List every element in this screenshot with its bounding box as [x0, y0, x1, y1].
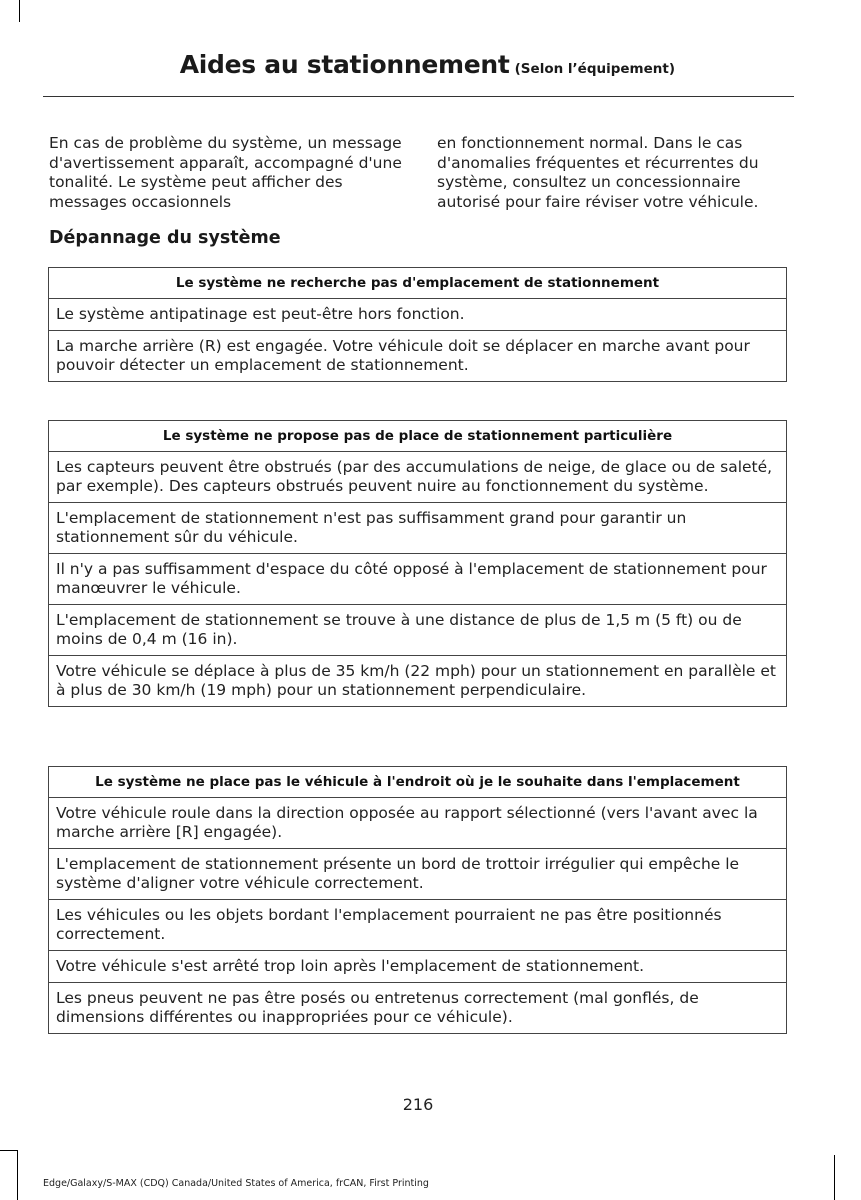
table-row: [49, 452, 787, 503]
troubleshooting-table-1: [48, 267, 787, 382]
table-row: [49, 299, 787, 331]
intro-paragraph-right: en fonctionnement normal. Dans le cas d'anomalies fréquentes et récurrentes du système, consultez un concessionnaire autorisé pour faire réviser votre véhicule.: [437, 134, 759, 211]
page-title: [180, 52, 675, 77]
table-row: [49, 900, 787, 951]
section-heading: Dépannage du système: [49, 228, 281, 248]
table-cell: L'emplacement de stationnement se trouve à une distance de plus de 1,5 m (5 ft) ou de moins de 0,4 m (16 in).: [49, 605, 787, 656]
crop-mark-top-left: [19, 0, 20, 22]
table-cell: Les véhicules ou les objets bordant l'emplacement pourraient ne pas être positionnés correctement.: [49, 900, 787, 951]
page-title-main: Aides au stationnement: [179, 50, 510, 79]
table-row: [49, 605, 787, 656]
table-cell: Il n'y a pas suffisamment d'espace du côté opposé à l'emplacement de stationnement pour manœuvrer le véhicule.: [49, 554, 787, 605]
table-cell: Les capteurs peuvent être obstrués (par des accumulations de neige, de glace ou de saleté, par exemple). Des capteurs obstrués peuvent nuire au fonctionnement du système.: [49, 452, 787, 503]
table-row: [49, 798, 787, 849]
header-divider: [43, 96, 794, 97]
intro-columns: [49, 134, 789, 212]
intro-paragraph-left: En cas de problème du système, un message d'avertissement apparaît, accompagné d'une tonalité. Le système peut afficher des messages occasionnels: [49, 134, 402, 211]
table-cell: L'emplacement de stationnement présente un bord de trottoir irrégulier qui empêche le système d'aligner votre véhicule correctement.: [49, 849, 787, 900]
table-row: [49, 951, 787, 983]
table-header-row: [49, 421, 787, 452]
table-header: Le système ne recherche pas d'emplacement de stationnement: [49, 268, 787, 299]
table-cell: Votre véhicule se déplace à plus de 35 km/h (22 mph) pour un stationnement en parallèle et à plus de 30 km/h (19 mph) pour un stationnement perpendiculaire.: [49, 656, 787, 707]
table-cell: L'emplacement de stationnement n'est pas suffisamment grand pour garantir un stationnement sûr du véhicule.: [49, 503, 787, 554]
troubleshooting-table-2: [48, 420, 787, 707]
crop-mark-bottom-left-vertical: [17, 1150, 18, 1200]
table-row: [49, 503, 787, 554]
page-title-qualifier: (Selon l’équipement): [514, 61, 675, 77]
table-row: [49, 849, 787, 900]
table-header: Le système ne place pas le véhicule à l'endroit où je le souhaite dans l'emplacement: [49, 767, 787, 798]
table-row: [49, 983, 787, 1034]
table-cell: Votre véhicule roule dans la direction opposée au rapport sélectionné (vers l'avant avec la marche arrière [R] engagée).: [49, 798, 787, 849]
crop-mark-bottom-right: [834, 1155, 835, 1200]
table-row: [49, 554, 787, 605]
table-cell: Votre véhicule s'est arrêté trop loin après l'emplacement de stationnement.: [49, 951, 787, 983]
table-row: [49, 331, 787, 382]
crop-mark-bottom-left-horizontal: [0, 1150, 17, 1151]
page-number: 216: [402, 1095, 434, 1114]
table-header-row: [49, 767, 787, 798]
footer-print-info: Edge/Galaxy/S-MAX (CDQ) Canada/United States of America, frCAN, First Printing: [43, 1178, 429, 1189]
table-row: [49, 656, 787, 707]
table-cell: Le système antipatinage est peut-être hors fonction.: [49, 299, 787, 331]
table-header: Le système ne propose pas de place de stationnement particulière: [49, 421, 787, 452]
table-header-row: [49, 268, 787, 299]
troubleshooting-table-3: [48, 766, 787, 1034]
table-cell: La marche arrière (R) est engagée. Votre véhicule doit se déplacer en marche avant pour pouvoir détecter un emplacement de stationnement.: [49, 331, 787, 382]
table-cell: Les pneus peuvent ne pas être posés ou entretenus correctement (mal gonflés, de dimensions différentes ou inappropriées pour ce véhicule).: [49, 983, 787, 1034]
